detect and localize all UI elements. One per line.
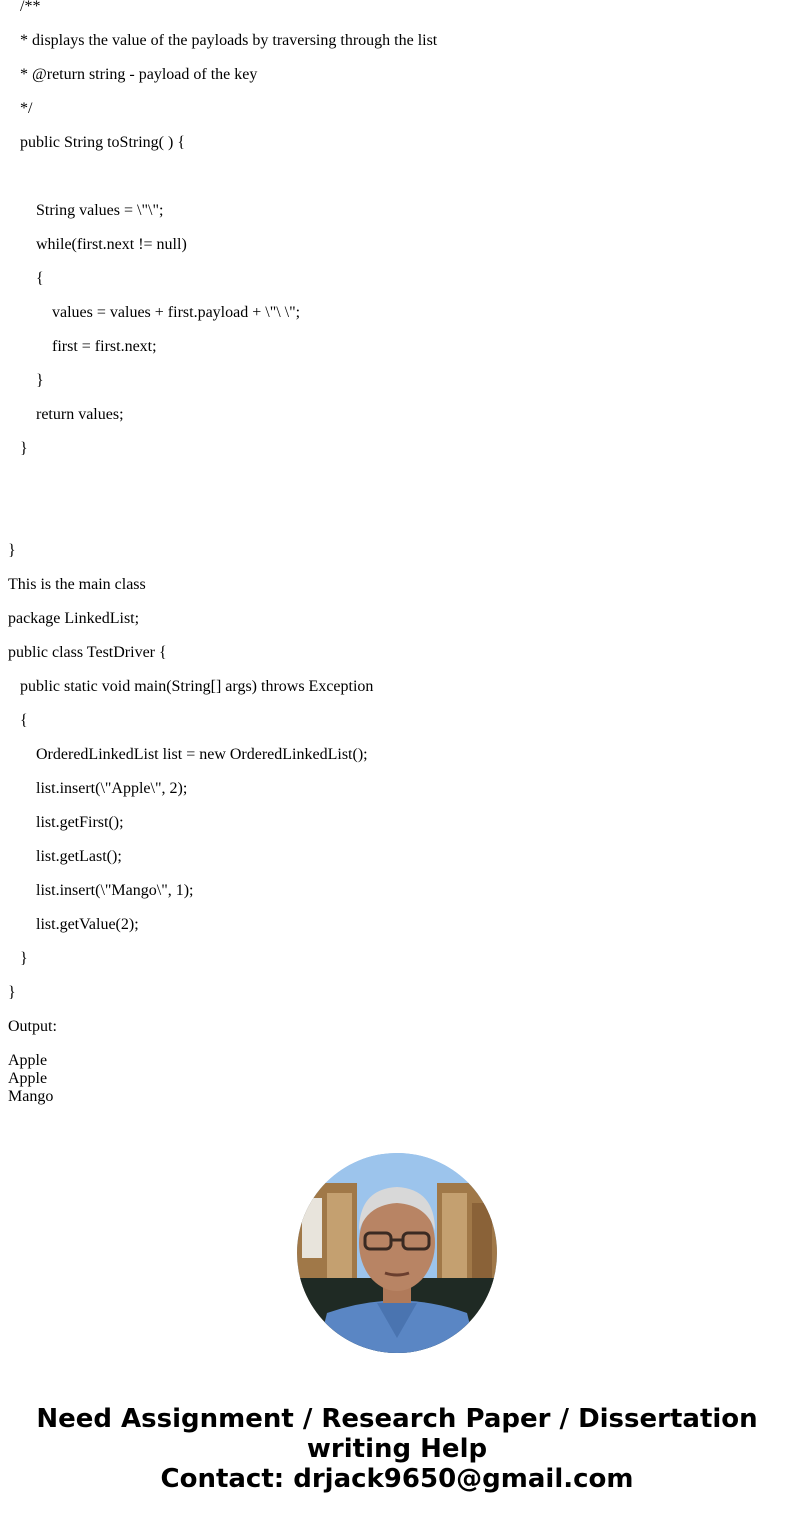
code-line: } [20, 950, 28, 967]
footer-headline: writing Help [306, 1434, 488, 1464]
code-line: public String toString( ) { [20, 134, 186, 151]
output-line: Mango [8, 1088, 54, 1105]
code-line: package LinkedList; [8, 610, 140, 627]
code-line: list.insert(\"Apple\", 2); [36, 780, 188, 797]
code-line: list.getFirst(); [36, 814, 124, 831]
code-line: * @return string - payload of the key [20, 66, 258, 83]
code-line: public static void main(String[] args) throws Exception [20, 678, 374, 695]
code-line: return values; [36, 406, 124, 423]
code-line: } [36, 372, 44, 389]
code-line: while(first.next != null) [36, 236, 187, 253]
code-line: } [8, 984, 16, 1001]
code-line: } [8, 542, 16, 559]
code-line: * displays the value of the payloads by traversing through the list [20, 32, 438, 49]
code-line: first = first.next; [52, 338, 157, 355]
code-line: public class TestDriver { [8, 644, 167, 661]
footer-headline: Need Assignment / Research Paper / Dissertation [36, 1404, 758, 1434]
code-line: list.insert(\"Mango\", 1); [36, 882, 194, 899]
footer-contact: Contact: drjack9650@gmail.com [160, 1464, 634, 1494]
code-line: values = values + first.payload + \"\ \"; [52, 304, 301, 321]
code-line: { [36, 270, 44, 287]
output-label: Output: [8, 1018, 57, 1035]
section-intro: This is the main class [8, 576, 146, 593]
code-line: String values = \"\"; [36, 202, 164, 219]
code-line: { [20, 712, 28, 729]
output-line: Apple [8, 1070, 48, 1087]
code-line: list.getLast(); [36, 848, 122, 865]
output-line: Apple [8, 1052, 48, 1069]
code-line: */ [20, 100, 33, 117]
code-line: /** [20, 0, 41, 15]
author-avatar [297, 1153, 497, 1353]
person-portrait-icon [297, 1153, 497, 1353]
code-line: list.getValue(2); [36, 916, 139, 933]
code-line: } [20, 440, 28, 457]
code-line: OrderedLinkedList list = new OrderedLinkedList(); [36, 746, 368, 763]
